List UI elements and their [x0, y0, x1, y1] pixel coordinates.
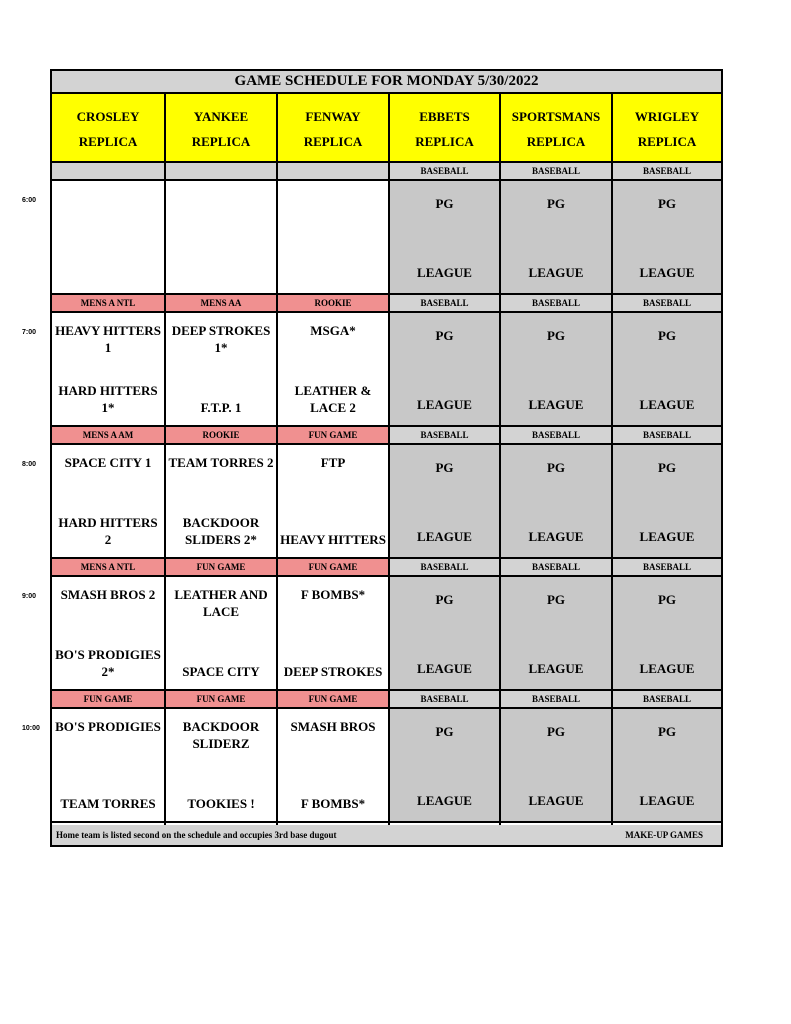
game-cell: [166, 445, 276, 557]
team-top: PG: [657, 724, 677, 739]
home-team-note: Home team is listed second on the schedule and occupies 3rd base dugout: [56, 830, 337, 840]
makeup-games-label: MAKE-UP GAMES: [625, 830, 703, 840]
category-label: MENS A NTL: [52, 295, 164, 311]
team-bottom: LEAGUE: [528, 529, 584, 544]
category-label: BASEBALL: [501, 691, 611, 707]
game-cell: [52, 577, 164, 689]
team-bottom: TEAM TORRES: [60, 796, 156, 811]
team-bottom: LEAGUE: [639, 265, 695, 280]
footer-bar: [52, 825, 721, 845]
team-top: BO'S PRODIGIES: [55, 719, 161, 734]
field-header-yankee: [166, 94, 276, 163]
time-label: 7:00: [22, 329, 37, 336]
page-title: GAME SCHEDULE FOR MONDAY 5/30/2022: [52, 71, 721, 94]
team-top: PG: [546, 328, 566, 343]
category-label: MENS A AM: [52, 427, 164, 443]
team-top: SMASH BROS: [290, 719, 376, 734]
team-top: PG: [546, 196, 566, 211]
category-label: BASEBALL: [613, 691, 721, 707]
time-label: 8:00: [22, 461, 37, 468]
team-bottom: LEAGUE: [417, 397, 472, 412]
category-label: ROOKIE: [278, 295, 388, 311]
category-label: BASEBALL: [613, 295, 721, 311]
game-cell: [501, 313, 611, 425]
team-bottom: LEAGUE: [639, 661, 695, 676]
field-header-fenway: [278, 94, 388, 163]
team-bottom: LEAGUE: [417, 793, 472, 808]
category-label: MENS AA: [166, 295, 276, 311]
team-top: PG: [546, 460, 566, 475]
category-label: FUN GAME: [166, 559, 276, 575]
category-label: FUN GAME: [278, 691, 388, 707]
game-cell: [501, 181, 611, 293]
category-label: BASEBALL: [390, 295, 499, 311]
category-label: BASEBALL: [613, 427, 721, 443]
team-bottom: DEEP STROKES: [283, 664, 383, 679]
team-top: PG: [435, 328, 454, 343]
game-cell: [52, 313, 164, 425]
team-top: PG: [435, 592, 454, 607]
game-cell: [613, 181, 721, 293]
game-cell: [613, 313, 721, 425]
field-name: WRIGLEY: [634, 108, 700, 124]
team-bottom: LEAGUE: [528, 793, 584, 808]
team-bottom: LEAGUE: [639, 529, 695, 544]
team-bottom: F BOMBS*: [300, 796, 366, 811]
team-top: SMASH BROS 2: [60, 587, 156, 602]
team-top: MSGA*: [310, 323, 356, 338]
team-top: TEAM TORRES 2: [168, 455, 274, 470]
category-label: BASEBALL: [501, 427, 611, 443]
schedule-sheet: [50, 69, 723, 847]
field-header-ebbets: [390, 94, 499, 163]
time-label: 6:00: [22, 197, 37, 204]
field-name: EBBETS: [419, 108, 470, 124]
row-divider: [52, 821, 721, 823]
team-top: PG: [657, 460, 677, 475]
field-name: SPORTSMANS: [511, 108, 601, 124]
team-top: PG: [657, 592, 677, 607]
game-cell: [166, 577, 276, 689]
field-name: CROSLEY: [76, 108, 140, 124]
category-label: BASEBALL: [390, 427, 499, 443]
category-label: ROOKIE: [166, 427, 276, 443]
team-bottom: F.T.P. 1: [200, 400, 242, 415]
category-label: BASEBALL: [390, 559, 499, 575]
team-bottom: LEAGUE: [417, 661, 472, 676]
field-header-sportsmans: [501, 94, 611, 163]
game-cell: [52, 181, 164, 293]
category-label: BASEBALL: [613, 163, 721, 179]
field-sub: REPLICA: [637, 133, 697, 149]
category-label: [52, 163, 164, 179]
team-bottom: LEAGUE: [528, 265, 584, 280]
team-bottom: LEAGUE: [417, 529, 472, 544]
team-bottom: HEAVY HITTERS: [280, 532, 386, 547]
team-bottom: LEAGUE: [528, 397, 584, 412]
team-bottom: BACKDOOR SLIDERS 2*: [182, 515, 260, 547]
team-bottom: LEATHER & LACE 2: [294, 383, 372, 415]
team-bottom: LEAGUE: [417, 265, 472, 280]
game-cell: [390, 181, 499, 293]
team-top: BACKDOOR SLIDERZ: [182, 719, 260, 751]
team-top: PG: [435, 460, 454, 475]
team-bottom: LEAGUE: [528, 661, 584, 676]
game-cell: [166, 181, 276, 293]
field-sub: REPLICA: [303, 133, 363, 149]
team-bottom: TOOKIES !: [187, 796, 255, 811]
field-sub: REPLICA: [191, 133, 251, 149]
game-cell: [390, 445, 499, 557]
column-divider: [164, 94, 166, 825]
team-bottom: LEAGUE: [639, 397, 695, 412]
game-cell: [166, 709, 276, 821]
game-cell: [613, 709, 721, 821]
team-bottom: LEAGUE: [639, 793, 695, 808]
game-cell: [390, 313, 499, 425]
game-cell: [390, 709, 499, 821]
team-top: PG: [435, 724, 454, 739]
game-cell: [278, 709, 388, 821]
category-label: [278, 163, 388, 179]
game-cell: [278, 577, 388, 689]
field-header-crosley: [52, 94, 164, 163]
team-top: SPACE CITY 1: [64, 455, 152, 470]
category-label: BASEBALL: [613, 559, 721, 575]
team-top: HEAVY HITTERS 1: [55, 323, 161, 355]
category-label: BASEBALL: [390, 163, 499, 179]
category-label: FUN GAME: [278, 427, 388, 443]
column-divider: [611, 94, 613, 825]
team-bottom: HARD HITTERS 2: [58, 515, 158, 547]
header-divider: [52, 161, 721, 163]
game-cell: [613, 577, 721, 689]
column-divider: [388, 94, 390, 825]
team-top: PG: [546, 724, 566, 739]
team-top: PG: [435, 196, 454, 211]
game-cell: [278, 181, 388, 293]
category-label: FUN GAME: [278, 559, 388, 575]
category-label: BASEBALL: [501, 559, 611, 575]
game-cell: [166, 313, 276, 425]
time-label: 9:00: [22, 593, 37, 600]
team-bottom: SPACE CITY: [182, 664, 260, 679]
category-label: FUN GAME: [166, 691, 276, 707]
team-top: PG: [657, 196, 677, 211]
team-top: DEEP STROKES 1*: [171, 323, 271, 355]
team-top: F BOMBS*: [300, 587, 366, 602]
field-header-wrigley: [613, 94, 721, 163]
team-bottom: HARD HITTERS 1*: [58, 383, 158, 415]
team-top: FTP: [320, 455, 346, 470]
game-cell: [278, 313, 388, 425]
team-bottom: BO'S PRODIGIES 2*: [55, 647, 161, 679]
category-label: BASEBALL: [501, 163, 611, 179]
team-top: LEATHER AND LACE: [174, 587, 268, 619]
column-divider: [499, 94, 501, 825]
field-sub: REPLICA: [415, 133, 474, 149]
time-label: 10:00: [22, 725, 40, 732]
game-cell: [278, 445, 388, 557]
game-cell: [501, 577, 611, 689]
team-top: PG: [657, 328, 677, 343]
category-label: BASEBALL: [501, 295, 611, 311]
team-top: PG: [546, 592, 566, 607]
category-label: FUN GAME: [52, 691, 164, 707]
game-cell: [52, 445, 164, 557]
category-label: [166, 163, 276, 179]
game-cell: [501, 709, 611, 821]
game-cell: [52, 709, 164, 821]
column-divider: [276, 94, 278, 825]
field-sub: REPLICA: [526, 133, 586, 149]
game-cell: [501, 445, 611, 557]
game-cell: [613, 445, 721, 557]
field-name: FENWAY: [305, 108, 361, 124]
category-label: MENS A NTL: [52, 559, 164, 575]
field-name: YANKEE: [193, 108, 249, 124]
game-cell: [390, 577, 499, 689]
field-sub: REPLICA: [78, 133, 138, 149]
category-label: BASEBALL: [390, 691, 499, 707]
